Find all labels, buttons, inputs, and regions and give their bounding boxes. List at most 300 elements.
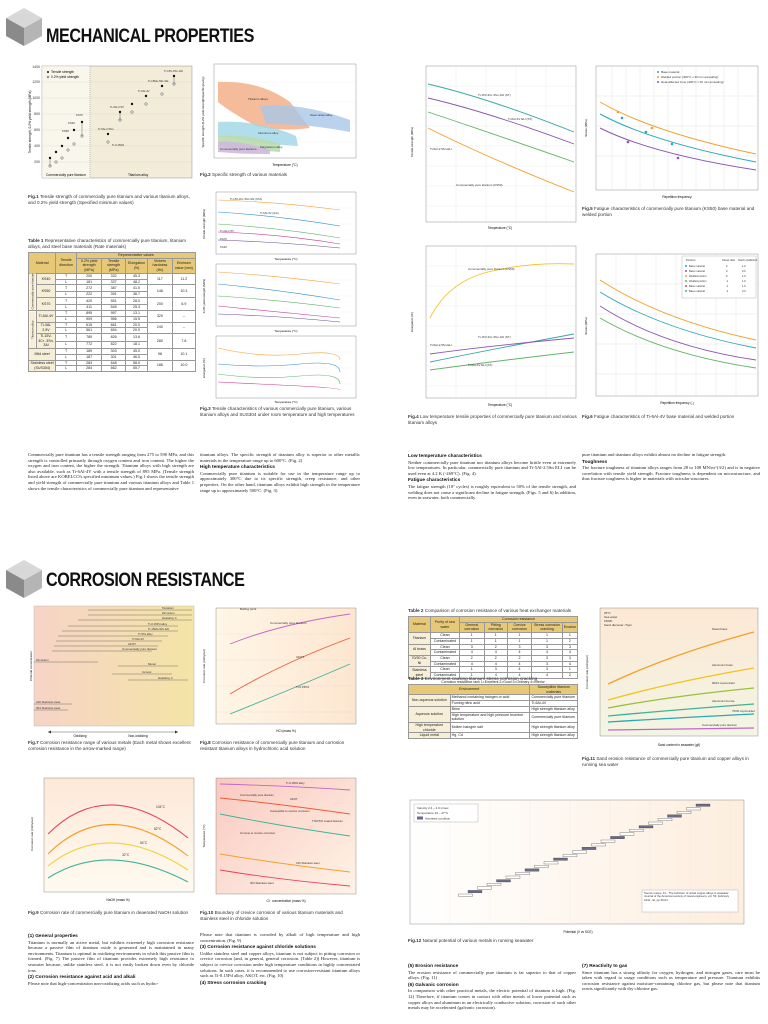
fig1-label: Ti-6Al-4V [138,89,150,93]
table2-cell: 1 [459,633,484,639]
table2-cell: 4 [532,650,563,656]
fig10-label: 304 Stainless steel [250,881,274,885]
fig2-label: Titanium alloys [248,97,268,101]
fig4-label: Ti-5Al-2.5Sn ELI [430,343,452,347]
fig11-info: Sea water [604,615,618,619]
table1-cell: – [172,322,195,333]
table1-cell: 780 [76,333,101,341]
table1-cell: 272 [76,285,101,292]
fig10-ylabel: Temperature (°C) [202,824,206,848]
fig11-info: Sand diameter <5μm [604,623,632,627]
fig4-xlabel: Temperature (°C) [487,403,513,407]
table2-cell: 2 [562,638,577,644]
table2-cell: 1 [532,633,563,639]
table2-cell: 1 [484,633,507,639]
table1-cell: 200 [76,273,101,279]
fig1-ytick: 400 [34,144,40,148]
fig4a-chart [408,62,578,230]
fig6-legend-marker [685,285,687,287]
section-cube-icon [2,556,46,600]
fig3-ylabel-b: 0.2% yield strength (MPa) [202,278,206,314]
fig6-legend-cell: 0 [726,265,728,268]
table3-cell: High temperature and high pressure bromine solution [450,712,530,722]
fig12-chart [408,796,748,936]
fig3-label: Ti-15V-3Cr-3Sn-3Al (STA) [230,197,263,201]
table3-cell: Brine [450,706,530,712]
table3: Environment Susceptible titanium materials Non-aqueous solution Methanol containing halogen or acid Commercially pure titanium Fuming nitric acid Ti-6Al-4V Aqueous solution Brine High strength titanium alloy High temperature and high pressure bromine solution Commercially pure titanium High temperature chloride Molten halogen salt High strength titanium alloy Liquid metal Hg, Cd High strength titanium alloy [408,684,578,739]
fig11-info: 1500h [604,619,613,623]
table1-cell: 36.7 [125,292,147,298]
table2-cell: 3 [562,644,577,650]
fig1-bottom-right-label: Titanium alloy [128,173,149,177]
fig1-chart [28,62,194,190]
table2-material: 70/30 Cu-Ni [409,655,431,666]
fig4-label: Commercially pure titanium (KS50) [468,267,515,271]
fig2-label: Steel-nickel alloy [310,113,333,117]
table1-cell: 13.1 [125,311,147,317]
table3-cell: Fuming nitric acid [450,701,530,707]
table2-cell: Clean [430,667,459,673]
table3-cell: Hg, Cd [450,733,530,739]
table1-material: Ti-15V-3Cr -3Sn-3Al [38,333,54,348]
fig6-legend-marker [685,280,687,282]
table1-cell: 187 [76,354,101,360]
table1-cell: 20.0 [125,328,147,334]
fig11-label: Aluminum bronze [712,699,735,703]
table2-cell: 2 [459,655,484,661]
fig4-caption: Fig.4 Low temperature tensile properties of commercially pure titanium and various titanium alloys [408,414,577,425]
fig6-legend-cell: Base material [689,285,705,288]
fig4-label: Ti-15V-3Cr-3Sn-3Al (ST) [478,335,511,339]
fig6-legend-cell: -1 [726,285,729,288]
table1-cell: 10.3 [172,285,195,298]
table1-cell: T [56,285,77,292]
fig12-potential-bar [506,876,520,878]
fig10-label: Susceptible to crevice corrosion [270,809,310,813]
fig11-ylabel: Corrosion rate (mm/year) [585,655,589,689]
fig12-potential-bar [487,883,501,885]
table2-cell: 1 [484,638,507,644]
fig3-label: Ti-3Al-2.5V [220,229,234,233]
fig12-potential-bar [611,836,625,838]
fig6-chart [582,250,762,410]
mechanical-text-col4: pure titanium and titanium alloys exhibit almost no decline in fatigue strength. Toughness The fracture toughness of titanium alloys ranges from 28 to 108 MN/m^(3/2) and is in negative correlation with tensile yield strength. Fracture toughness is dependent on microstructure, and thus fracture toughness is higher in materials with acicular structures. [582,452,760,482]
table1-cell: 146 [148,285,173,298]
fig9-label: 54°C [140,841,148,845]
table3-environment: High temperature chloride [409,722,451,732]
fig1-ylabel: Tensile strength, 0.2% yield strength (MPa) [28,90,32,154]
table1-cell: 20.0 [125,322,147,328]
fig8-label: Commercially pure titanium [270,621,307,625]
table3-environment: Liquid metal [409,733,451,739]
fig6-xlabel: Repetition frequency (-) [660,401,694,405]
fig11-xlabel: Sand content in seawater (g/l) [657,743,701,747]
fig7-label: Zirconium [36,658,49,663]
fig12-potential-bar [592,844,606,846]
fig4-label: Ti-6Al-4V ELI (ST) [508,117,533,121]
fig12-potential-bar [649,822,663,824]
table1-cell: L [56,292,77,298]
table2-cell: 2 [507,655,531,661]
fig1-label: Ti-15Mo-5Zr-3Al [148,79,169,83]
table2-cell: 1 [459,667,484,673]
fig6-legend-marker [685,270,687,272]
table-row [29,349,196,355]
table1-cell: 320 [148,311,173,322]
table1-cell: 411 [76,305,101,311]
fig5-caption: Fig.5 Fatigue characteristics of commercially pure titanium (KS50) base material and welded portion [582,206,755,217]
table1-cell: T [56,311,77,317]
table1-cell: 45.0 [125,349,147,355]
fig1-label: KS40 [68,121,75,125]
table2-cell: 4 [562,661,577,667]
fig7-label: AKOT [128,642,136,647]
table1-cell: 222 [76,292,101,298]
table1-cell: T [56,349,77,355]
table-row [29,311,196,317]
fig7-label: Ti-6Al-4V [132,637,144,642]
fig3-ylabel-a: Tensile strength (MPa) [202,208,206,240]
table-row [409,722,578,732]
fig7-axis-label: Oxidizing [73,734,87,738]
table2-cell: 4 [459,650,484,656]
mechanical-text-col1: Commercially pure titanium has a tensile strength ranging from 275 to 590 MPa, and this strength is controlled primarily through oxygen content and iron content. The higher the oxygen and iron content, the higher the strength. Titanium alloys with high strength are also available, such as Ti-6Al-4V with a tensile strength of 895 MPa. (Tensile strength listed above are KOBELCO's specified minimum values.) Fig.1 shows the tensile strength and yield strength of commercially pure titanium and various titanium alloys and Table 1 shows the tensile characteristics of commercially pure titanium and representative [28,452,194,491]
table2-cell: Clean [430,633,459,639]
table1-cell: 301 [102,354,126,360]
fig7-label: Commercially pure titanium [122,647,158,652]
fig11-label: Commercially pure titanium [702,723,738,727]
fig12-potential-bar [582,847,596,849]
table1-cell: 10.1 [172,349,195,360]
table-row [29,360,196,366]
fig11-info: 25°C [604,611,611,615]
table2-cell: Contaminated [430,638,459,644]
table-row [29,333,196,341]
table2: Material Purity of sea water Corrosion resistance General corrosion Pitting corrosion Crevice corrosion Stress corrosion cracking Erosion Titanium Clean 1 1 1 1 1 Contaminated 1 1 1 1 2 Al brass Clean 3 2 3 3 3 Contaminated 4 4 4 4 4 70/30 Cu-Ni Clean 2 2 2 3 3 Contaminated 4 4 4 3 4 Stainless steel Clean 1 3 4 3 1 Contaminated 1 4 4 4 2 Corrosion resistance rank 1=Excellent 2=Good 3=Ordinary 4=Inferior [408,616,578,684]
table1-cell: 7.8 [172,333,195,348]
table1-cell: T [56,360,77,366]
table1-cell: 240 [148,322,173,333]
table1-cell: 48.2 [125,279,147,285]
table1-cell: 387 [102,285,126,292]
fig3-label: Ti-6Al-4V (Ann) [260,211,280,215]
fig6-legend-header: Notch coefficient [738,259,758,262]
table1-cell: 181 [76,279,101,285]
fig1-ytick: 1000 [32,96,40,100]
fig8-label: AKOT [296,655,305,659]
section-cube-icon [2,4,46,48]
fig5-legend-item: Heat-affected zone (400°C x 30 min annealing) [661,80,724,84]
table1-cell: 391 [102,292,126,298]
table3-cell: Ti-6Al-4V [530,701,578,707]
fig2-label: Aluminum alloy [258,131,279,135]
table1-material: KS70 [36,298,56,311]
table1-caption: Table 1 Representative characteristics of commercially pure titanium, titanium alloys, and steel base materials (Rate materials) [28,238,186,249]
table2-cell: 4 [484,673,507,679]
table1-cell: 956 [102,316,126,322]
fig1-ytick: 600 [34,128,40,132]
fig7-axis-label: Non-oxidizing [128,734,148,738]
fig6-legend-cell: 0 [726,270,728,273]
fig7-label: 304 Stainless steel [36,706,61,711]
fig7-label: Hastelloy C [158,676,173,681]
fig12-potential-bar [658,818,672,820]
table-row [29,285,196,292]
fig7-chart [28,604,196,738]
fig3-label: KS70 [220,237,227,241]
table2-material: Stainless steel [409,667,431,678]
table1-cell: 561 [76,328,101,334]
table3-cell: Commercially pure titanium [530,695,578,701]
fig3-xlabel: Temperature (°C) [274,329,298,333]
fig12-potential-bar [535,865,549,867]
fig5-legend-item: Base material [661,70,680,74]
table2-cell: 4 [507,661,531,667]
fig2-chart [200,62,358,170]
table1-cell: 772 [76,341,101,349]
fig1-caption: Fig.1 Tensile strength of commercially pure titanium and various titanium alloys, and 0.2% yield strength (Specified minimum values) [28,194,190,205]
table3-cell: High strength titanium alloy [530,733,578,739]
fig6-legend-cell: Base material [689,290,705,293]
fig4-label: Ti-15V-3Cr-3Sn-3Al (ST) [478,93,511,97]
table-row [409,695,578,701]
fig12-source: Source Laque, F.L. 'The behavior of nickel copper alloys in seawater' Journal of the American society of naval engineers, vol. 53, February 1941. ref. pp 29-64 [644,892,730,902]
fig9-label: 32°C [122,853,130,857]
table2-cell: 3 [562,655,577,661]
table3-caption: Table 3 Environment causing titanium stress corrosion cracking [408,676,538,681]
table1: Material Tensile direction Representative values 0.2% yield strength (MPa) Tensile strength (MPa) Elongation (%) Vickers hardness (Hv) Erichsen value (mm) Commercially pure titanium KS40 T 200 332 45.3 117 11.2 L 181 337 48.2 KS50 T 272 387 41.0 146 10.3 L 222 391 36.7 KS70 T 420 551 28.0 200 6.9 L 411 545 25.3 Titanium alloy Ti-6Al-4V T 895 957 13.1 320 – L 909 956 15.5 Ti-3Al-2.5V T 615 661 20.0 240 – L 561 654 20.0 Ti-15V-3Cr -3Sn-3Al T 780 826 13.6 280 7.8 L 772 822 18.1 Mild steel T 189 303 45.0 98 10.1 L 187 301 46.5 Stainless steel (SUS304) T 283 648 58.0 186 10.0 L 284 662 55.7 [28,252,196,372]
table1-cell: L [56,354,77,360]
fig11-label: Naval brass [712,627,728,631]
fig10-label: TNO/TiO coated titanium [312,819,343,823]
fig8-caption: Fig.8 Corrosion resistance of commercially pure titanium and corrosion resistant titanium alloys in hydrochloric acid solution [200,740,345,751]
fig12-potential-bar [478,887,492,889]
fig1-bottom-left-label: Commercially pure titanium [46,173,86,177]
table1-material: Mild steel [29,349,56,360]
table1-cell: 98 [148,349,173,360]
table2-cell: 3 [532,644,563,650]
fig1-label: KS50 [62,129,69,133]
fig4-xlabel: Temperature (°C) [487,226,513,230]
corrosion-text-col4: (7) Reactivity to gas Since titanium has a strong affinity for oxygen, hydrogen, and nitrogen gases, care must be taken with regard to usage conditions such as temperature and pressure. Titanium exhibits corrosion resistance against moisture-containing chlorine gas, but please note that titanium reacts significantly with dry chlorine gas. [582,964,760,992]
table1-cell: 45.3 [125,273,147,279]
table-row [29,273,196,279]
fig12-potential-bar [468,890,482,892]
table2-cell: 3 [532,655,563,661]
table1-cell: 822 [102,341,126,349]
fig6-ylabel: Stress (MPa) [584,317,588,335]
table1-cell: 280 [148,333,173,348]
fig12-potential-bar [497,880,511,882]
fig6-legend-cell: 1.0 [742,275,746,278]
fig6-legend-cell: Base material [689,270,705,273]
fig1-legend-item: 0.2% yield strength [51,75,80,79]
fig1-ytick: 800 [34,112,40,116]
table1-cell: 648 [102,360,126,366]
fig3-ylabel-c: Elongation (%) [202,358,206,378]
table2-cell: 2 [562,673,577,679]
table1-cell: 117 [148,273,173,284]
table2-cell: 4 [507,667,531,673]
fig10-xlabel: Cl⁻ concentration (mass %) [266,899,306,903]
fig7-label: Ti-15Mo-5Zr-3Al [148,627,169,632]
fig9-caption: Fig.9 Corrosion rate of commercially pure titanium in deaerated NaOH solution [28,910,189,915]
table2-cell: 1 [562,667,577,673]
table1-cell: T [56,333,77,341]
fig1-label: KS70 [76,113,83,117]
fig3-xlabel: Temperature (°C) [274,257,298,261]
table2-cell: Contaminated [430,661,459,667]
fig12-legend-item: Velocity 2.4 – 4.0 m/sec [417,806,449,810]
table1-cell: T [56,273,77,279]
table2-cell: 3 [507,644,531,650]
fig8-ylabel: Corrosion rate (mm/year) [202,649,206,683]
table2-material: Al brass [409,644,431,655]
fig4-ylabel-b: Elongation (%) [410,312,414,332]
table1-cell: 420 [76,298,101,305]
table1-cell: 10.0 [172,360,195,371]
fig4-label: Ti-6Al-4V ELI (ST) [468,363,493,367]
table1-sidebar-label: Titanium alloy [29,311,37,349]
table2-cell: 1 [507,633,531,639]
fig4-label: Ti-5Al-2.5Sn ELI [430,147,452,151]
fig1-ytick: 200 [34,160,40,164]
fig12-potential-bar [554,858,568,860]
table2-caption: Table 2 Comparison of corrosion resistance of various heat exchanger materials [408,608,572,613]
fig10-caption: Fig.10 Boundary of crevice corrosion of various titanium materials and stainless steel in chloride solution [200,910,343,921]
fig7-label: Inconel [142,670,152,675]
fig7-label: Hastelloy C [162,616,177,621]
table3-cell: Commercially pure titanium [530,712,578,722]
table1-cell: 189 [76,349,101,355]
table1-cell: L [56,341,77,349]
table1-cell: 18.1 [125,341,147,349]
table1-cell: L [56,366,77,372]
table1-cell: L [56,305,77,311]
fig6-legend-cell: -1 [726,280,729,283]
table1-cell: 186 [148,360,173,371]
table2-cell: Clean [430,655,459,661]
table2-cell: Clean [430,644,459,650]
table1-cell: 284 [76,366,101,372]
table2-note: Corrosion resistance rank 1=Excellent 2=Good 3=Ordinary 4=Inferior [441,679,545,684]
table2-cell: 4 [507,650,531,656]
fig1-label: Ti-0.15Pd [112,143,125,147]
fig5-ylabel: Stress (MPa) [584,119,588,137]
table2-cell: 3 [532,661,563,667]
fig9-label: 104°C [156,805,165,809]
fig12-potential-bar [525,869,539,871]
fig3-chart [200,188,358,404]
fig4-ylabel-a: Tensile strength (MPa) [410,126,414,158]
fig10-label: Commercially pure titanium [240,793,274,797]
table1-cell: T [56,322,77,328]
table1-material: KS50 [36,285,56,298]
fig6-legend-cell: -1 [726,290,729,293]
fig12-potential-bar [620,833,634,835]
table2-cell: 4 [507,673,531,679]
table1-cell: 11.2 [172,273,195,284]
fig6-legend-cell: 1.0 [742,285,746,288]
table1-cell: 283 [76,360,101,366]
table2-cell: 3 [532,667,563,673]
table1-cell: 25.3 [125,305,147,311]
table-row [29,298,196,305]
table1-material: Stainless steel (SUS304) [29,360,56,371]
table1-cell: 826 [102,333,126,341]
fig9-chart [28,774,196,906]
table1-cell: 332 [102,273,126,279]
fig5-legend-item: Welded portion (400°C x 30 min annealing) [661,75,719,79]
fig12-legend-item: Temperature 10 – 27°C [417,811,449,815]
table1-cell: 55.7 [125,366,147,372]
table1-cell: 909 [76,316,101,322]
table-row [29,322,196,328]
fig3-xlabel: Temperature (°C) [274,400,298,404]
fig6-legend-marker [685,265,687,267]
fig1-ytick: 1400 [32,65,40,69]
table2-cell: 2 [484,644,507,650]
fig12-potential-bar [516,872,530,874]
table1-sidebar-label: Commercially pure titanium [29,273,37,310]
table2-cell: Contaminated [430,673,459,679]
table2-cell: 2 [484,655,507,661]
table1-cell: 41.0 [125,285,147,292]
fig12-potential-bar [687,808,701,810]
corrosion-text-col2: Please note that titanium is corroded by alkali of high temperature and high concentration. (Fig. 9) (3) Corrosion resistance against chloride solutions Unlike stainless steel and copper alloys, titanium is not subject to pitting corrosion or crevice corrosion (and, in general, general corrosion. (Table 2)) However, titanium is subject to crevice corrosion under high temperature conditions in highly concentrated solutions. In such cases, it is recommended to use corrosion-resistant titanium alloys such as Ti-0.15Pd alloy, AKOT, etc. (Fig. 10) (4) Stress corrosion cracking [200,932,360,986]
table1-cell: 615 [76,322,101,328]
fig6-legend-header: Stress ratio [722,259,736,262]
fig10-label: AKOT [290,797,298,801]
table1-cell: 661 [102,322,126,328]
corrosion-section-title: CORROSION RESISTANCE [46,570,245,591]
table3-cell: High strength titanium alloy [530,706,578,712]
table2-cell: 1 [459,673,484,679]
fig6-legend-cell: Welded portion [689,275,707,278]
fig12-potential-bar [696,804,710,806]
table1-cell: L [56,328,77,334]
table2-cell: 3 [484,667,507,673]
table1-cell: 303 [102,349,126,355]
table1-cell: 654 [102,328,126,334]
fig12-potential-bar [544,862,558,864]
fig8-label: Ti-0.15Pd [296,685,309,689]
table1-cell: 28.0 [125,298,147,305]
mechanical-section-title: MECHANICAL PROPERTIES [46,26,254,47]
fig8-label: Boiling point [240,607,257,611]
fig7-label: Monel [148,662,156,667]
table2-cell: 4 [532,673,563,679]
table1-cell: L [56,316,77,322]
table1-material: Ti-3Al-2.5V [36,322,56,333]
fig12-potential-bar [573,851,587,853]
fig6-legend-cell: 1.0 [742,280,746,283]
fig10-label: 316 Stainless steel [296,861,320,865]
fig7-caption: Fig.7 Corrosion resistance range of various metals (Each metal shows excellent corrosion resistance in the arrow-marked range) [28,740,191,751]
fig6-legend-cell: 0 [726,275,728,278]
fig11-label: 90/10 cupronickel [712,681,735,685]
fig11-label: 70/30 cupronickel [732,709,755,713]
fig9-ylabel: Corrosion rate (mm/year) [30,817,34,851]
fig7-label: 316 Stainless steel [36,700,61,705]
fig4b-chart [408,242,578,410]
table1-cell: 545 [102,305,126,311]
fig4-label: Commercially pure titanium (KS50) [456,183,503,187]
table2-material: Titanium [409,633,431,644]
fig10-label: Ti-0.15Pd alloy [286,781,305,785]
table2-cell: 1 [459,638,484,644]
fig2-label: Commercially pure titanium [220,147,257,151]
